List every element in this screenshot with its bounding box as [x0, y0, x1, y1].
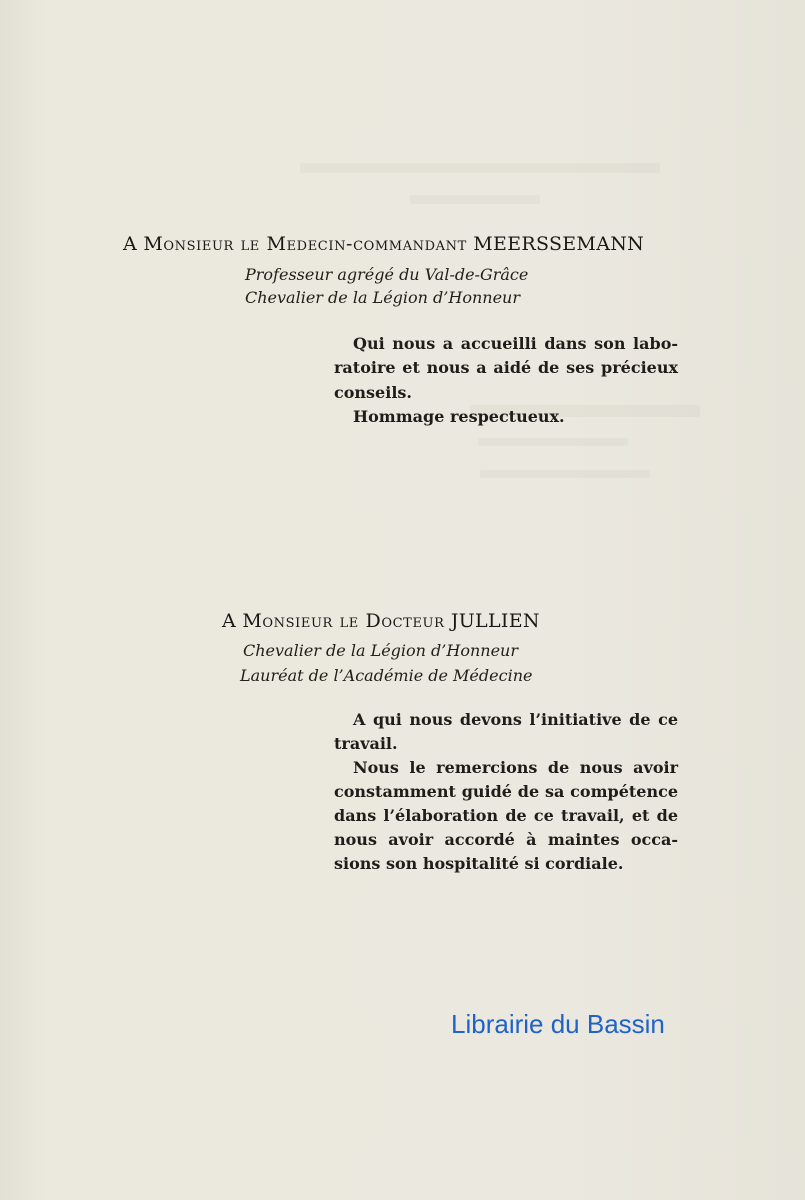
dedication-2-title-1: Chevalier de la Légion d’Honneur	[243, 641, 518, 660]
dedication-2-heading	[222, 612, 540, 631]
watermark-librairie-du-bassin: Librairie du Bassin	[451, 1009, 665, 1039]
dedication-2-line-1: A qui nous devons l’initiative de ce	[353, 710, 678, 729]
dedication-2-line-6: nous avoir accordé à maintes occa-	[334, 830, 678, 849]
heading-smallcaps: Monsieur le Docteur	[242, 610, 445, 632]
heading-name: MEERSSEMANN	[473, 233, 645, 255]
dedication-2-line-4: constamment guidé de sa compétence	[334, 782, 678, 801]
dedication-1-line-1: Qui nous a accueilli dans son labo-	[353, 334, 678, 353]
dedication-2-line-7: sions son hospitalité si cordiale.	[334, 854, 624, 873]
dedication-1-heading	[123, 235, 644, 254]
dedication-1-line-3: conseils.	[334, 383, 412, 402]
heading-prefix: A	[123, 233, 138, 255]
dedication-1-line-2: ratoire et nous a aidé de ses précieux	[334, 358, 678, 377]
dedication-2-line-3: Nous le remercions de nous avoir	[353, 758, 678, 777]
dedication-1-title-1: Professeur agrégé du Val-de-Grâce	[245, 265, 529, 284]
dedication-2-title-2: Lauréat de l’Académie de Médecine	[240, 666, 533, 685]
heading-name: JULLIEN	[450, 610, 540, 632]
dedication-2-line-2: travail.	[334, 734, 398, 753]
dedication-2-line-5: dans l’élaboration de ce travail, et de	[334, 806, 678, 825]
heading-prefix: A	[222, 610, 237, 632]
dedication-1-title-2: Chevalier de la Légion d’Honneur	[245, 288, 520, 307]
heading-smallcaps: Monsieur le Medecin-commandant	[143, 233, 467, 255]
dedication-1-line-4: Hommage respectueux.	[353, 407, 565, 426]
